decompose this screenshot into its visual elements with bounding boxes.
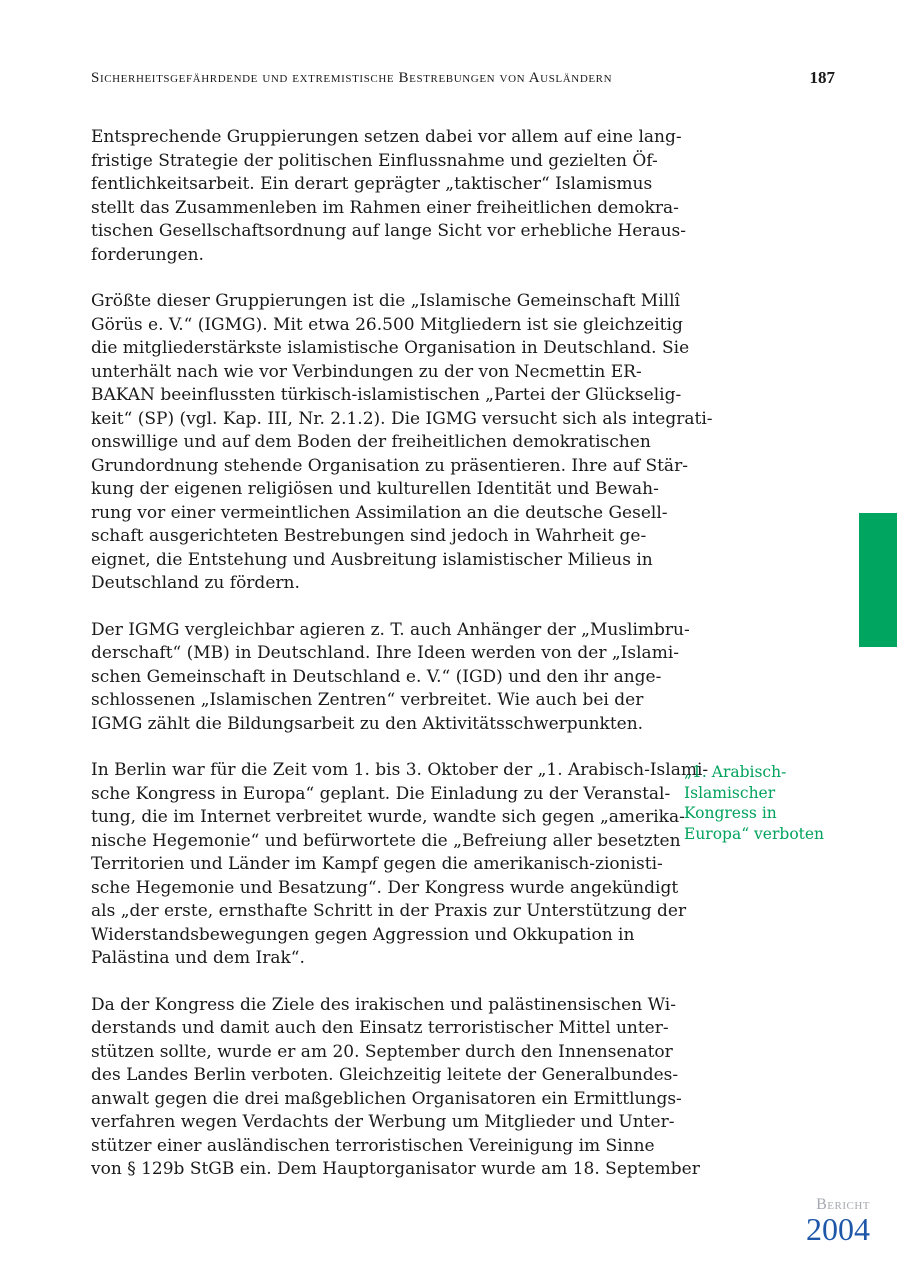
text-line: fristige Strategie der politischen Einflussnahme und gezielten Öf- xyxy=(91,150,658,171)
text-line: rung vor einer vermeintlichen Assimilation an die deutsche Gesell- xyxy=(91,502,668,523)
text-line: onswillige und auf dem Boden der freiheitlichen demokratischen xyxy=(91,432,651,452)
margin-note-line: Islamischer xyxy=(684,783,776,802)
text-line: tischen Gesellschaftsordnung auf lange Sicht vor erhebliche Heraus- xyxy=(91,221,686,241)
running-head xyxy=(91,70,835,92)
text-line: IGMG zählt die Bildungsarbeit zu den Aktivitätsschwerpunkten. xyxy=(91,713,644,734)
margin-note-line: „1. Arabisch- xyxy=(684,763,787,781)
text-line: forderungen. xyxy=(91,244,204,265)
text-line: die mitgliederstärkste islamistische Organisation in Deutschland. Sie xyxy=(91,338,690,358)
paragraph-1 xyxy=(91,126,686,267)
text-line: eignet, die Entstehung und Ausbreitung islamistischer Milieus in xyxy=(91,549,653,570)
text-line: Größte dieser Gruppierungen ist die „Islamische Gemeinschaft Millî xyxy=(91,291,680,311)
text-line: tung, die im Internet verbreitet wurde, wandte sich gegen „amerika- xyxy=(91,807,685,827)
text-line: Görüs e. V.“ (IGMG). Mit etwa 26.500 Mitgliedern ist sie gleichzeitig xyxy=(91,314,683,335)
text-line: als „der erste, ernsthafte Schritt in der Praxis zur Unterstützung der xyxy=(91,901,687,921)
chapter-side-tab xyxy=(859,513,897,647)
text-line: Da der Kongress die Ziele des irakischen und palästinensischen Wi- xyxy=(91,994,676,1015)
text-line: sche Kongress in Europa“ geplant. Die Einladung zu der Veranstal- xyxy=(91,783,671,804)
text-line: des Landes Berlin verboten. Gleichzeitig leitete der Generalbundes- xyxy=(91,1065,679,1085)
text-line: BAKAN beeinflussten türkisch-islamistischen „Partei der Glückselig- xyxy=(91,385,682,405)
page-number: 187 xyxy=(809,68,835,87)
text-line: In Berlin war für die Zeit vom 1. bis 3. Oktober der „1. Arabisch-Islami- xyxy=(91,760,709,780)
text-line: derstands und damit auch den Einsatz terroristischer Mittel unter- xyxy=(91,1018,669,1038)
text-line: anwalt gegen die drei maßgeblichen Organisatoren ein Ermittlungs- xyxy=(91,1088,682,1109)
text-line: sche Hegemonie und Besatzung“. Der Kongress wurde angekündigt xyxy=(91,877,679,898)
text-line: stellt das Zusammenleben im Rahmen einer freiheitlichen demokra- xyxy=(91,197,679,218)
text-line: derschaft“ (MB) in Deutschland. Ihre Ideen werden von der „Islami- xyxy=(91,643,679,663)
margin-note-line: Europa“ verboten xyxy=(684,824,825,843)
text-line: verfahren wegen Verdachts der Werbung um Mitglieder und Unter- xyxy=(91,1112,675,1132)
text-line: schaft ausgerichteten Bestrebungen sind jedoch in Wahrheit ge- xyxy=(91,526,647,546)
text-line: nische Hegemonie“ und befürwortete die „Befreiung aller besetzten xyxy=(91,830,681,851)
text-line: schen Gemeinschaft in Deutschland e. V.“ (IGD) und den ihr ange- xyxy=(91,666,662,687)
paragraph-4 xyxy=(91,759,709,971)
margin-note-line: Kongress in xyxy=(684,804,777,822)
main-text-column xyxy=(91,126,713,1205)
running-title: Sicherheitsgefährdende und extremistische Bestrebungen von Ausländern xyxy=(91,70,613,86)
text-line: Deutschland zu fördern. xyxy=(91,573,300,593)
text-line: Widerstandsbewegungen gegen Aggression und Okkupation in xyxy=(91,924,635,945)
text-line: stützen sollte, wurde er am 20. September durch den Innensenator xyxy=(91,1041,673,1062)
text-line: Grundordnung stehende Organisation zu präsentieren. Ihre auf Stär- xyxy=(91,455,688,476)
text-line: Der IGMG vergleichbar agieren z. T. auch Anhänger der „Muslimbru- xyxy=(91,619,690,640)
text-line: stützer einer ausländischen terroristischen Vereinigung im Sinne xyxy=(91,1135,655,1156)
text-line: Entsprechende Gruppierungen setzen dabei vor allem auf eine lang- xyxy=(91,127,682,147)
report-logo xyxy=(790,1196,870,1247)
paragraph-5 xyxy=(91,994,700,1182)
text-line: von § 129b StGB ein. Dem Hauptorganisator wurde am 18. September xyxy=(91,1159,700,1179)
paragraph-3 xyxy=(91,619,690,737)
text-line: kung der eigenen religiösen und kulturellen Identität und Bewah- xyxy=(91,479,659,499)
text-line: schlossenen „Islamischen Zentren“ verbreitet. Wie auch bei der xyxy=(91,690,644,710)
text-line: Territorien und Länder im Kampf gegen die amerikanisch-zionisti- xyxy=(91,854,663,874)
report-logo-year: 2004 xyxy=(806,1211,870,1247)
text-line: Palästina und dem Irak“. xyxy=(91,948,305,968)
text-line: unterhält nach wie vor Verbindungen zu der von Necmettin ER- xyxy=(91,361,642,382)
paragraph-2 xyxy=(91,290,713,596)
text-line: keit“ (SP) (vgl. Kap. III, Nr. 2.1.2). Die IGMG versucht sich als integrati- xyxy=(91,408,713,429)
report-logo-word: Bericht xyxy=(816,1196,870,1213)
margin-note xyxy=(684,762,834,844)
text-line: fentlichkeitsarbeit. Ein derart geprägter „taktischer“ Islamismus xyxy=(91,174,653,194)
